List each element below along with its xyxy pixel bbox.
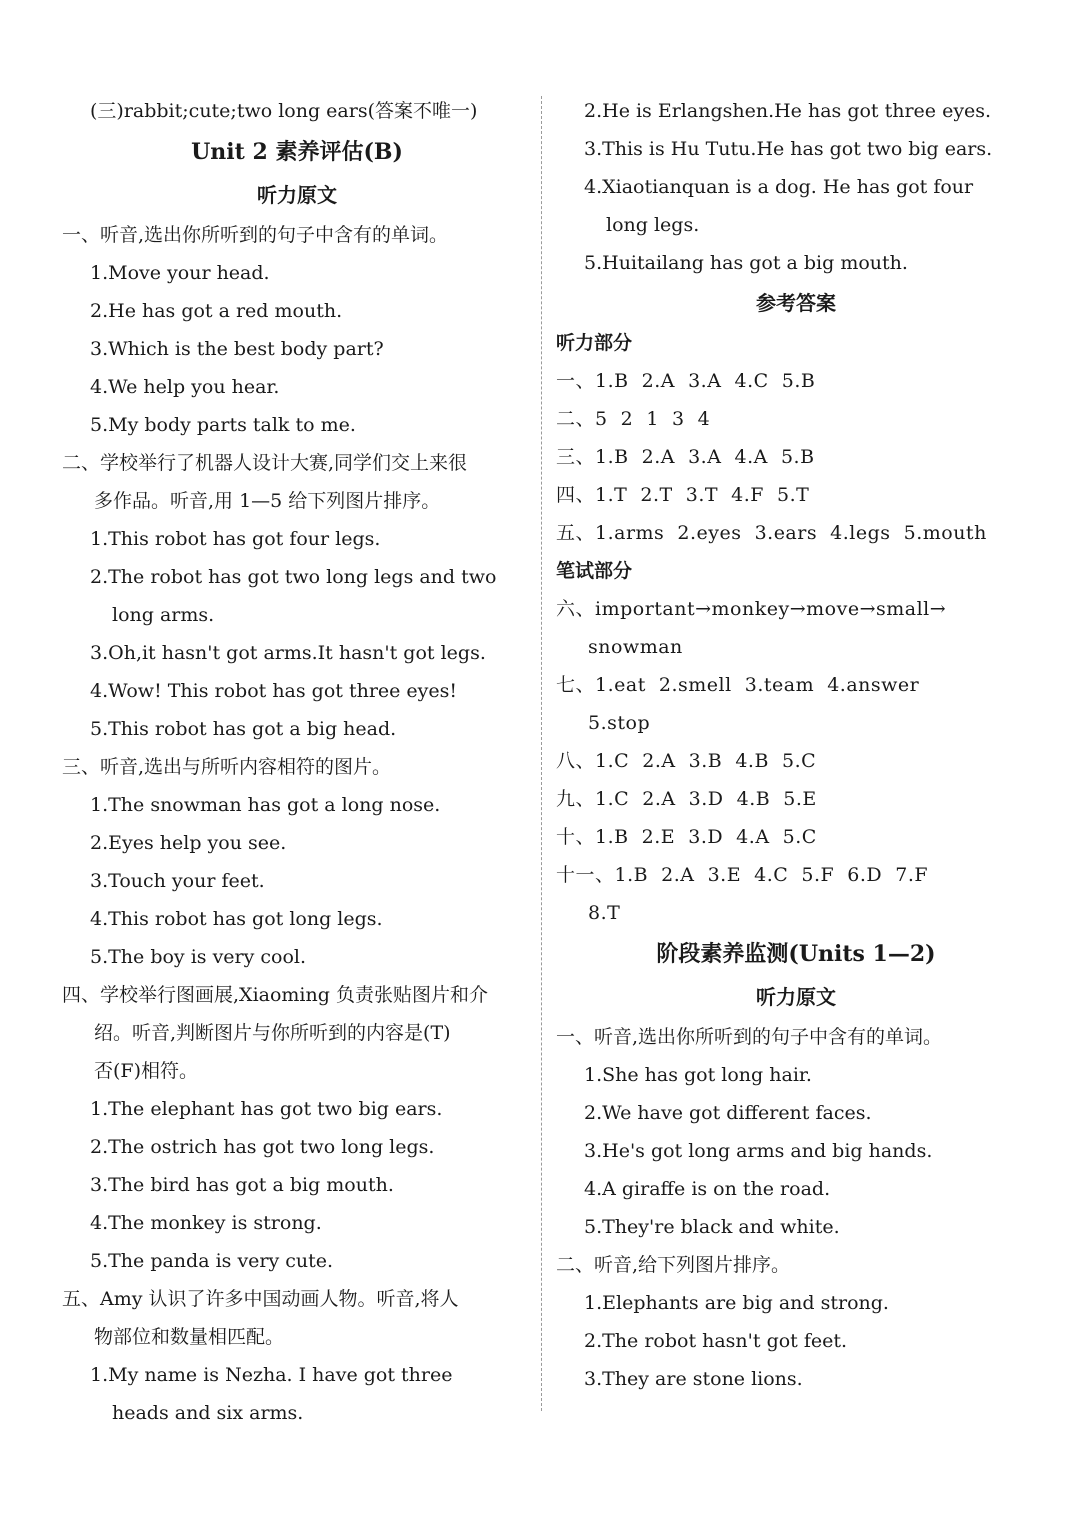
listening-title: 听力原文 [257, 183, 337, 207]
list-item: 1.This robot has got four legs. [90, 528, 381, 550]
answer-row: 二、5 2 1 3 4 [556, 408, 711, 430]
stage-listening-title: 听力原文 [756, 985, 836, 1009]
list-item: 1.My name is Nezha. I have got three [90, 1364, 453, 1386]
section-label-listening: 听力部分 [556, 332, 633, 354]
answer-row: 六、important→monkey→move→small→ [556, 598, 947, 620]
list-item: 3.They are stone lions. [584, 1368, 803, 1390]
left-column [62, 92, 532, 1432]
question-heading: 一、听音,选出你所听到的句子中含有的单词。 [556, 1026, 943, 1048]
list-item: 5.This robot has got a big head. [90, 718, 397, 740]
top-answer-line: (三)rabbit;cute;two long ears(答案不唯一) [90, 100, 478, 122]
answer-row: 五、1.arms 2.eyes 3.ears 4.legs 5.mouth [556, 522, 987, 544]
list-item: 1.The snowman has got a long nose. [90, 794, 441, 816]
list-item: 2.The robot hasn't got feet. [584, 1330, 848, 1352]
list-item: 2.We have got different faces. [584, 1102, 872, 1124]
unit-title: Unit 2 素养评估(B) [191, 139, 403, 165]
list-item: 4.This robot has got long legs. [90, 908, 383, 930]
list-item: 3.The bird has got a big mouth. [90, 1174, 394, 1196]
question-heading-continued: 物部位和数量相匹配。 [94, 1326, 285, 1348]
list-item: 5.The panda is very cute. [90, 1250, 334, 1272]
question-heading-continued: 绍。听音,判断图片与你所听到的内容是(T) [94, 1022, 451, 1044]
list-item: 2.The robot has got two long legs and two [90, 566, 497, 588]
stage-title: 阶段素养监测(Units 1—2) [656, 941, 936, 967]
answer-row-continued: 8.T [588, 902, 621, 924]
list-item: 3.Oh,it hasn't got arms.It hasn't got legs. [90, 642, 486, 664]
list-item: 3.Touch your feet. [90, 870, 265, 892]
list-item: 2.The ostrich has got two long legs. [90, 1136, 435, 1158]
right-column [556, 92, 1036, 1398]
list-item: 2.Eyes help you see. [90, 832, 287, 854]
question-heading-continued: 多作品。听音,用 1—5 给下列图片排序。 [94, 490, 441, 512]
list-item: 4.Xiaotianquan is a dog. He has got four [584, 176, 974, 198]
list-item: 3.He's got long arms and big hands. [584, 1140, 933, 1162]
answers-title: 参考答案 [756, 291, 836, 315]
question-heading: 一、听音,选出你所听到的句子中含有的单词。 [62, 224, 449, 246]
list-item: 1.The elephant has got two big ears. [90, 1098, 443, 1120]
list-item: 4.Wow! This robot has got three eyes! [90, 680, 458, 702]
column-divider [541, 96, 542, 1411]
list-item: 1.Move your head. [90, 262, 270, 284]
question-heading: 四、学校举行图画展,Xiaoming 负责张贴图片和介 [62, 984, 488, 1006]
list-item: 5.The boy is very cool. [90, 946, 307, 968]
answer-row: 三、1.B 2.A 3.A 4.A 5.B [556, 446, 815, 468]
list-item: 3.This is Hu Tutu.He has got two big ears. [584, 138, 993, 160]
list-item: 2.He has got a red mouth. [90, 300, 343, 322]
answer-row: 八、1.C 2.A 3.B 4.B 5.C [556, 750, 817, 772]
question-heading: 三、听音,选出与所听内容相符的图片。 [62, 756, 392, 778]
question-heading: 二、听音,给下列图片排序。 [556, 1254, 791, 1276]
answer-row: 一、1.B 2.A 3.A 4.C 5.B [556, 370, 816, 392]
answer-row: 七、1.eat 2.smell 3.team 4.answer [556, 674, 920, 696]
answer-row: 十一、1.B 2.A 3.E 4.C 5.F 6.D 7.F [556, 864, 929, 886]
list-item: 1.She has got long hair. [584, 1064, 812, 1086]
list-item-continued: heads and six arms. [112, 1402, 304, 1424]
answer-row: 九、1.C 2.A 3.D 4.B 5.E [556, 788, 817, 810]
question-heading: 五、Amy 认识了许多中国动画人物。听音,将人 [62, 1288, 459, 1310]
answer-row: 十、1.B 2.E 3.D 4.A 5.C [556, 826, 817, 848]
question-heading: 二、学校举行了机器人设计大赛,同学们交上来很 [62, 452, 468, 474]
answer-row: 四、1.T 2.T 3.T 4.F 5.T [556, 484, 810, 506]
list-item: 3.Which is the best body part? [90, 338, 384, 360]
list-item: 4.We help you hear. [90, 376, 280, 398]
answer-row-continued: snowman [588, 636, 683, 658]
list-item: 2.He is Erlangshen.He has got three eyes. [584, 100, 992, 122]
list-item-continued: long legs. [606, 214, 700, 236]
list-item-continued: long arms. [112, 604, 215, 626]
list-item: 5.Huitailang has got a big mouth. [584, 252, 908, 274]
section-label-written: 笔试部分 [556, 560, 633, 582]
question-heading-continued: 否(F)相符。 [94, 1060, 199, 1082]
answer-row-continued: 5.stop [588, 712, 651, 734]
list-item: 4.The monkey is strong. [90, 1212, 322, 1234]
list-item: 5.They're black and white. [584, 1216, 840, 1238]
list-item: 1.Elephants are big and strong. [584, 1292, 889, 1314]
list-item: 5.My body parts talk to me. [90, 414, 356, 436]
list-item: 4.A giraffe is on the road. [584, 1178, 831, 1200]
